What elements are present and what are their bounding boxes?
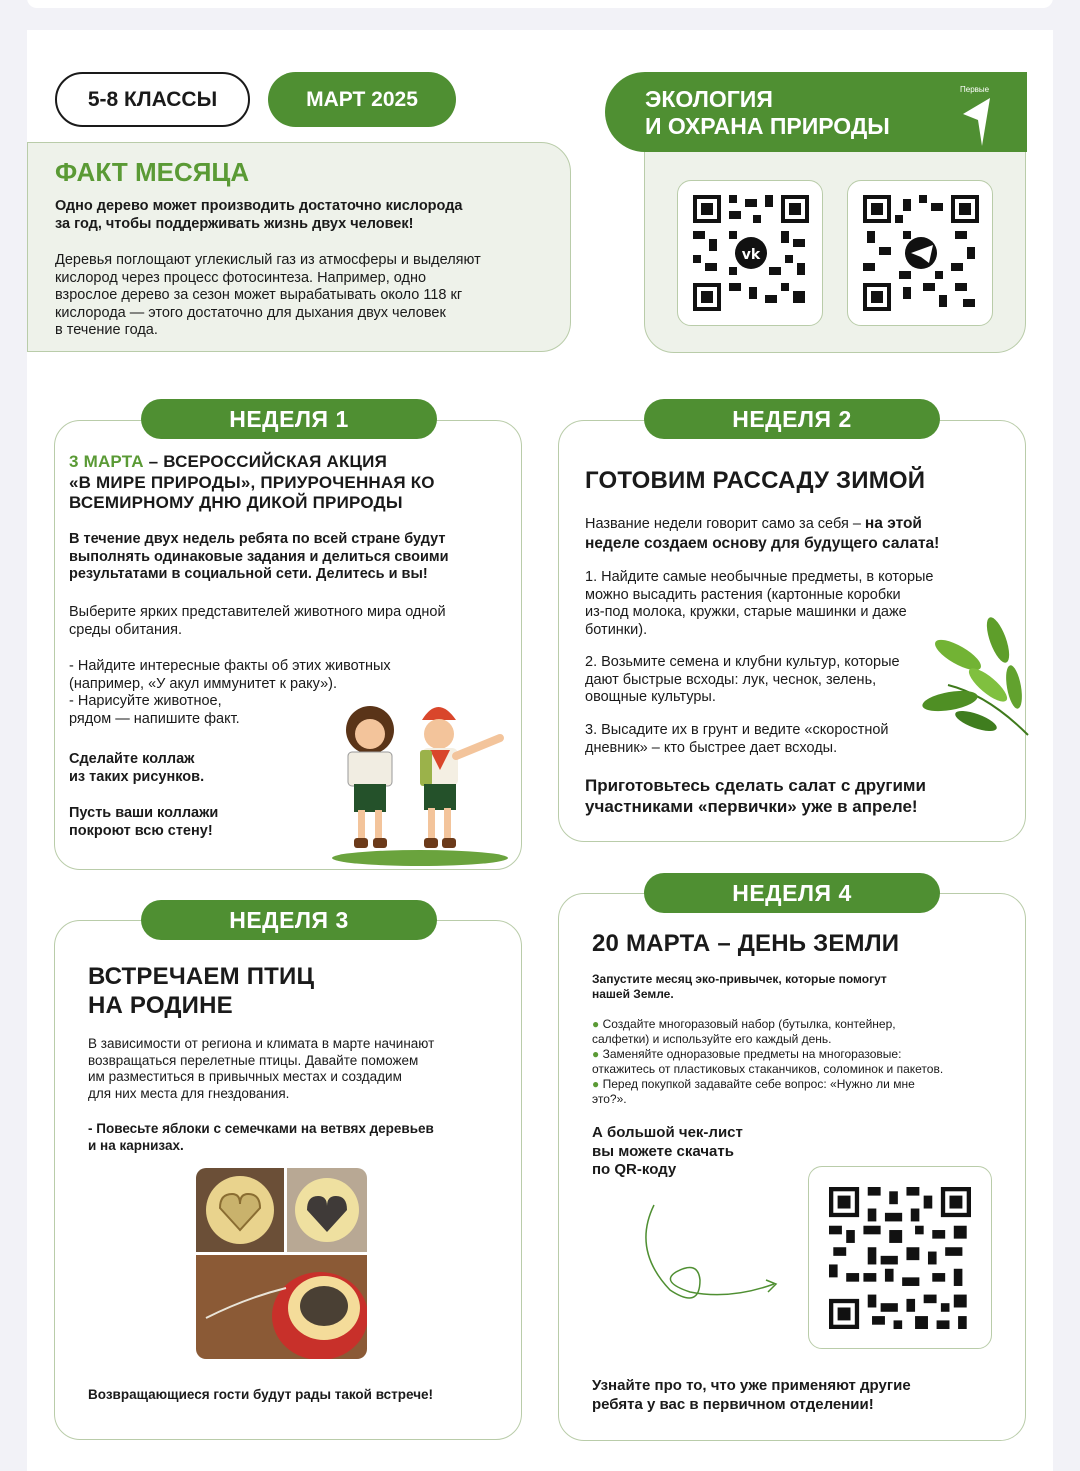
week1-pill: НЕДЕЛЯ 1: [141, 399, 437, 439]
fact-lead-2: за год, чтобы поддерживать жизнь двух человек!: [55, 215, 414, 232]
topic-line-1: ЭКОЛОГИЯ: [645, 86, 773, 112]
week2-outro-1: Приготовьтесь сделать салат с другими: [585, 776, 926, 795]
week4-intro-1: Запустите месяц эко-привычек, которые помогут: [592, 972, 887, 986]
swirl-arrow: [640, 1200, 785, 1310]
checklist-qr-code: [829, 1187, 971, 1329]
week2-s2-1: 2. Возьмите семена и клубни культур, которые: [585, 654, 900, 670]
telegram-qr-card[interactable]: [847, 180, 993, 326]
fact-body-5: в течение года.: [55, 322, 158, 338]
telegram-qr-code: [863, 195, 979, 311]
week1-p4-2: из таких рисунков.: [69, 768, 205, 785]
week1-p1-2: выполнять одинаковые задания и делиться своими: [69, 548, 449, 565]
week4-b3-1: Перед покупкой задавайте себе вопрос: «Нужно ли мне: [602, 1077, 915, 1091]
week1-p1-1: В течение двух недель ребята по всей стране будут: [69, 531, 446, 547]
week1-p1-3: результатами в социальной сети. Делитесь и вы!: [69, 566, 428, 582]
week4-outro-2: ребята у вас в первичном отделении!: [592, 1396, 874, 1413]
week3-title-2: НА РОДИНЕ: [88, 992, 233, 1019]
apple-feeder-collage-image: [196, 1168, 367, 1359]
week1-p4-1: Сделайте коллаж: [69, 751, 195, 767]
kids-illustration: [330, 690, 510, 868]
bullet-1-icon: ●: [592, 1017, 600, 1031]
week1-title-2: «В МИРЕ ПРИРОДЫ», ПРИУРОЧЕННАЯ КО: [69, 472, 435, 492]
week1-title-1: – ВСЕРОССИЙСКАЯ АКЦИЯ: [143, 452, 387, 471]
week2-intro-bold-2: неделе создаем основу для будущего салата!: [585, 535, 940, 552]
week4-b3-2: это?».: [592, 1092, 627, 1106]
week3-p1-3: им разместиться в привычных местах и создадим: [88, 1069, 402, 1084]
week3-title-1: ВСТРЕЧАЕМ ПТИЦ: [88, 963, 315, 990]
week1-p5-2: покроют всю стену!: [69, 822, 213, 839]
fact-title: ФАКТ МЕСЯЦА: [55, 157, 250, 187]
fact-body-3: взрослое дерево за сезон может вырабатывать около 118 кг: [55, 287, 463, 303]
week2-pill: НЕДЕЛЯ 2: [644, 399, 940, 439]
week4-b2-2: откажитесь от пластиковых стаканчиков, соломинок и пакетов.: [592, 1062, 944, 1076]
vk-qr-code: [693, 195, 809, 311]
week1-p3-2: (например, «У акул иммунитет к раку»).: [69, 675, 337, 692]
week3-pill: НЕДЕЛЯ 3: [141, 900, 437, 940]
week3-outro: Возвращающиеся гости будут рады такой встрече!: [88, 1387, 434, 1402]
week1-p3-4: рядом — напишите факт.: [69, 710, 240, 727]
week2-s3-1: 3. Высадите их в грунт и ведите «скоростной: [585, 722, 889, 738]
apple-feeder-photos: [196, 1168, 367, 1359]
week2-s1-3: из-под молока, кружки, старые машинки и даже: [585, 604, 907, 620]
week2-s1-2: можно высадить растения (картонные коробки: [585, 586, 901, 603]
bullet-2-icon: ●: [592, 1047, 600, 1061]
week3-p1-1: В зависимости от региона и климата в марте начинают: [88, 1036, 435, 1051]
week3-p2-1: - Повесьте яблоки с семечками на ветвях деревьев: [88, 1121, 434, 1136]
week1-date: 3 МАРТА: [69, 452, 144, 471]
week4-title: 20 МАРТА – ДЕНЬ ЗЕМЛИ: [592, 930, 900, 957]
week2-s2-2: дают быстрые всходы: лук, чеснок, зелень,: [585, 671, 877, 688]
svg-text:vk: vk: [741, 247, 761, 263]
week4-pill: НЕДЕЛЯ 4: [644, 873, 940, 913]
week4-intro-2: нашей Земле.: [592, 987, 674, 1001]
week2-s2-3: овощные культуры.: [585, 689, 716, 705]
date-pill: МАРТ 2025: [268, 72, 456, 127]
week1-p2-1: Выберите ярких представителей животного мира одной: [69, 604, 446, 620]
week2-s1-4: ботинки).: [585, 621, 648, 638]
topic-banner: [605, 72, 1027, 152]
week1-p2-2: среды обитания.: [69, 621, 182, 638]
week2-intro-1: Название недели говорит само за себя –: [585, 516, 865, 532]
week4-outro-1: Узнайте про то, что уже применяют другие: [592, 1377, 911, 1394]
week2-s1-1: 1. Найдите самые необычные предметы, в которые: [585, 569, 934, 585]
week4-b1-2: салфетки) и используйте его каждый день.: [592, 1032, 832, 1046]
pervye-logo-icon: [960, 96, 992, 148]
leaf-branch: [918, 615, 1030, 743]
week3-p1-4: для них места для гнездования.: [88, 1085, 290, 1101]
fact-body-2: кислород через процесс фотосинтеза. Например, одно: [55, 269, 427, 286]
fact-lead-1: Одно дерево может производить достаточно кислорода: [55, 198, 463, 214]
week2-intro-bold-1: на этой: [864, 515, 922, 532]
week1-title-3: ВСЕМИРНОМУ ДНЮ ДИКОЙ ПРИРОДЫ: [69, 493, 403, 512]
week4-b2-1: Заменяйте одноразовые предметы на многоразовые:: [602, 1047, 902, 1061]
week3-p1-2: возвращаться перелетные птицы. Давайте поможем: [88, 1052, 419, 1068]
bullet-3-icon: ●: [592, 1077, 600, 1091]
week4-qr-3: по QR-коду: [592, 1161, 677, 1178]
week2-s3-2: дневник» – кто быстрее дает всходы.: [585, 739, 838, 756]
logo-text: Первые: [960, 85, 990, 94]
week1-p5-1: Пусть ваши коллажи: [69, 805, 219, 821]
topic-line-2: И ОХРАНА ПРИРОДЫ: [645, 113, 890, 139]
previous-page-edge: [27, 0, 1053, 8]
week2-outro-2: участниками «первички» уже в апреле!: [585, 797, 918, 816]
week4-b1-1: Создайте многоразовый набор (бутылка, контейнер,: [602, 1017, 896, 1031]
fact-body-1: Деревья поглощают углекислый газ из атмосферы и выделяют: [55, 252, 481, 268]
week3-p2-2: и на карнизах.: [88, 1138, 184, 1153]
week4-qr-2: вы можете скачать: [592, 1142, 734, 1160]
vk-qr-card[interactable]: [677, 180, 823, 326]
week1-p3-3: - Нарисуйте животное,: [69, 693, 222, 709]
week2-title: ГОТОВИМ РАССАДУ ЗИМОЙ: [585, 467, 926, 494]
week4-qr-1: А большой чек-лист: [592, 1124, 743, 1141]
fact-body-4: кислорода — этого достаточно для дыхания двух человек: [55, 304, 446, 321]
grade-pill: 5-8 КЛАССЫ: [55, 72, 250, 127]
checklist-qr-card[interactable]: [808, 1166, 992, 1349]
week1-p3-1: - Найдите интересные факты об этих животных: [69, 658, 391, 674]
